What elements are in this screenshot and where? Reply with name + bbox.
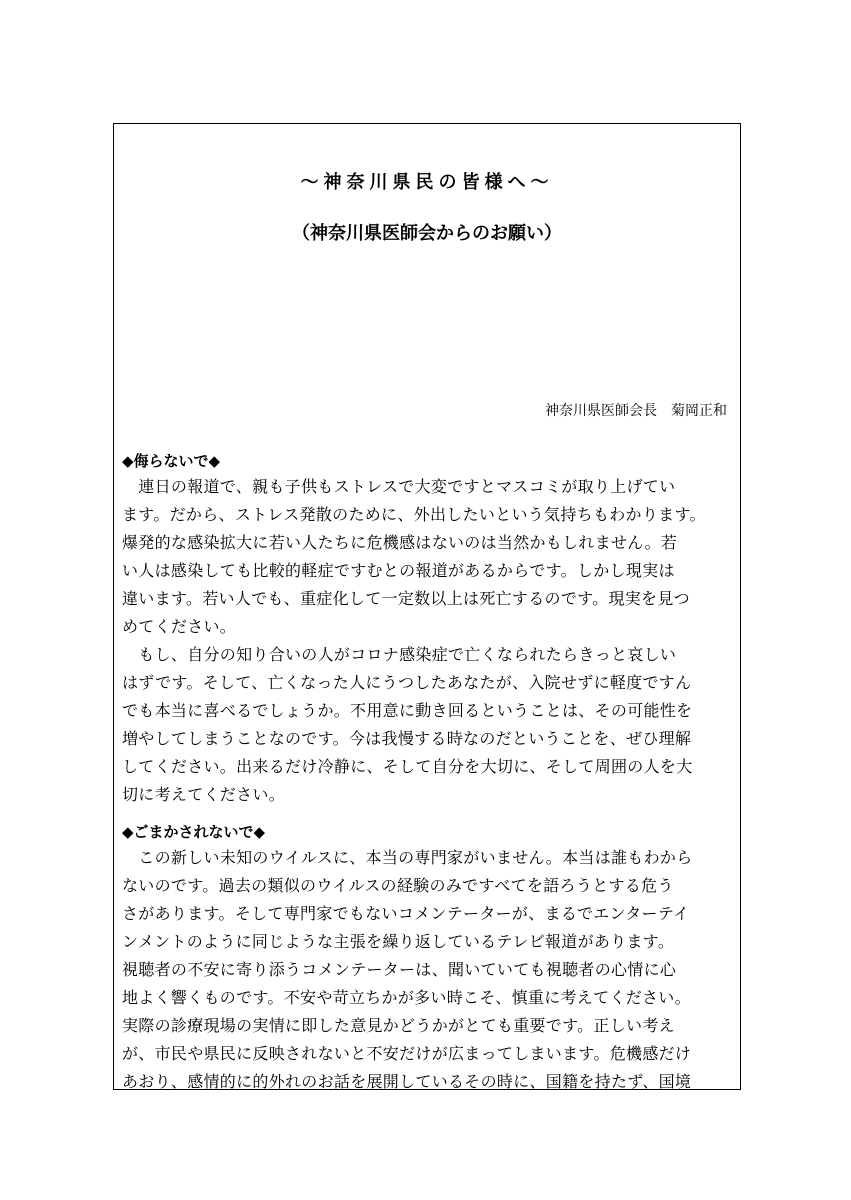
paragraph-line: はずです。そして、亡くなった人にうつしたあなたが、入院せずに軽度ですん [122,673,692,692]
paragraph-line: でも本当に喜べるでしょうか。不用意に動き回るということは、その可能性を [122,701,693,720]
author-signature: 神奈川県医師会長 菊岡正和 [545,403,727,419]
paragraph-line: ンメントのように同じような主張を繰り返しているテレビ報道があります。 [122,932,675,951]
paragraph-line: してください。出来るだけ冷静に、そして自分を大切に、そして周囲の人を大 [122,757,693,776]
document-frame [113,123,741,1090]
paragraph-line: もし、自分の知り合いの人がコロナ感染症で亡くなられたらきっと哀しい [122,645,677,664]
paragraph-line: 切に考えてください。 [122,785,286,804]
paragraph-line: 実際の診療現場の実情に即した意見かどうかがとても重要です。正しい考え [122,1016,675,1035]
paragraph-line: 視聴者の不安に寄り添うコメンテーターは、聞いていても視聴者の心情に心 [122,960,677,979]
paragraph-line: ないのです。過去の類似のウイルスの経験のみですべてを語ろうとする危う [122,876,674,895]
paragraph-line: ます。だから、ストレス発散のために、外出したいという気持ちもわかります。 [122,505,706,524]
document-subtitle: （神奈川県医師会からのお願い） [292,223,562,244]
paragraph-line: さがあります。そして専門家でもないコメンテーターが、まるでエンターテイ [122,904,690,923]
section-dont-underestimate [122,449,736,809]
paragraph-line: が、市民や県民に反映されないと不安だけが広まってしまいます。危機感だけ [122,1044,692,1063]
paragraph-line: 連日の報道で、親も子供もストレスで大変ですとマスコミが取り上げてい [122,477,676,496]
section-dont-be-fooled [122,820,736,1090]
paragraph-line: 増やしてしまうことなのです。今は我慢する時なのだということを、ぜひ理解 [122,729,692,748]
section-heading: ◆ごまかされないで◆ [122,823,266,841]
paragraph-line: この新しい未知のウイルスに、本当の専門家がいません。本当は誰もわから [122,848,693,867]
document-title: ～神奈川県民の皆様へ～ [300,172,554,193]
paragraph-line: あおり、感情的に的外れのお話を展開しているその時に、国籍を持たず、国境 [122,1072,692,1090]
paragraph-line: めてください。 [122,617,237,636]
paragraph-line: 違います。若い人でも、重症化して一定数以上は死亡するのです。現実を見つ [122,589,690,608]
paragraph-line: 地よく響くものです。不安や苛立ちかが多い時こそ、慎重に考えてください。 [122,988,691,1007]
paragraph-line: 爆発的な感染拡大に若い人たちに危機感はないのは当然かもしれません。若 [122,533,678,552]
paragraph-line: い人は感染しても比較的軽症ですむとの報道があるからです。しかし現実は [122,561,675,580]
section-heading: ◆侮らないで◆ [122,452,221,470]
